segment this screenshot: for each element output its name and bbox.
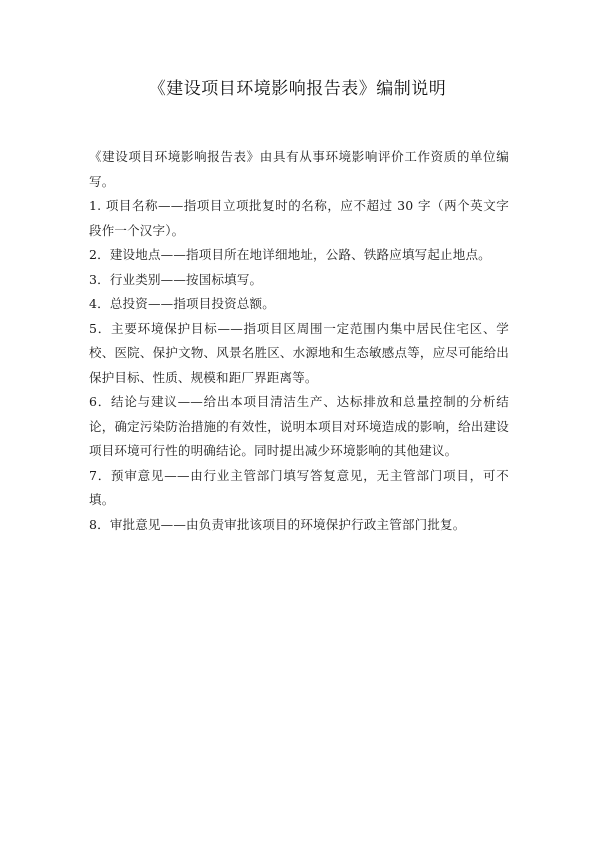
item-project-name: 1. 项目名称——指项目立项批复时的名称，应不超过 30 字（两个英文字段作一个汉字）。 <box>89 198 509 238</box>
item-protection-targets: 5．主要环境保护目标——指项目区周围一定范围内集中居民住宅区、学校、医院、保护文物、风景名胜区、水源地和生态敏感点等，应尽可能给出保护目标、性质、规模和距厂界距离等。 <box>89 320 509 385</box>
intro-paragraph: 《建设项目环境影响报告表》由具有从事环境影响评价工作资质的单位编写。 <box>89 149 509 189</box>
item-industry-category: 3．行业类别——按国标填写。 <box>89 271 263 287</box>
item-conclusions: 6．结论与建议——给出本项目清洁生产、达标排放和总量控制的分析结论，确定污染防治措施的有效性，说明本项目对环境造成的影响，给出建设项目环境可行性的明确结论。同时提出减少环境影响的其他建议。 <box>89 394 509 458</box>
item-construction-site: 2．建设地点——指项目所在地详细地址，公路、铁路应填写起止地点。 <box>89 247 491 262</box>
document-body <box>89 145 509 537</box>
document-title: 《建设项目环境影响报告表》编制说明 <box>148 79 447 99</box>
item-approval-opinion: 8．审批意见——由负责审批该项目的环境保护行政主管部门批复。 <box>89 516 466 532</box>
item-total-investment: 4．总投资——指项目投资总额。 <box>89 296 275 311</box>
item-pre-review-opinion: 7．预审意见——由行业主管部门填写答复意见，无主管部门项目，可不填。 <box>89 467 509 507</box>
